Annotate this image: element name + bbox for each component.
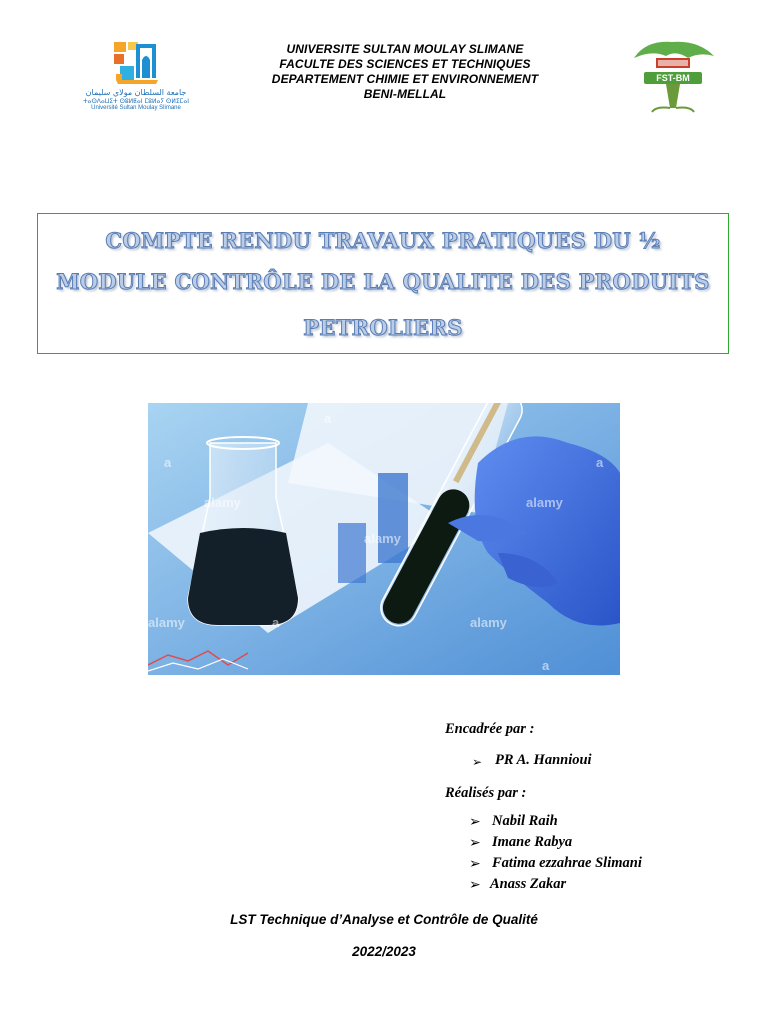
watermark-letter-2: a [324, 411, 332, 426]
lab-photo [148, 403, 620, 675]
usms-logo-french: Université Sultan Moulay Slimane [91, 105, 181, 111]
bullet-arrow-icon: ➢ [469, 856, 481, 872]
fst-bm-logo-label: FST-BM [656, 73, 690, 83]
report-title-box [37, 213, 729, 354]
department-name: DEPARTEMENT CHIMIE ET ENVIRONNEMENT [271, 72, 539, 86]
author-name: Fatima ezzahrae Slimani [492, 855, 642, 871]
author-name: Nabil Raih [492, 813, 558, 829]
authors-heading: Réalisés par : [445, 785, 527, 801]
faculty-name: FACULTE DES SCIENCES ET TECHNIQUES [279, 57, 531, 71]
city-name: BENI-MELLAL [363, 87, 447, 101]
institution-header [200, 42, 610, 102]
supervisor-name: PR A. Hannioui [495, 752, 592, 768]
report-title-line-2: MODULE CONTRÔLE DE LA QUALITE DES PRODUITS [56, 269, 710, 294]
bullet-arrow-icon: ➢ [469, 877, 481, 893]
program-name: LST Technique d’Analyse et Contrôle de Qualité [230, 912, 538, 927]
watermark-2: alamy [364, 531, 401, 546]
usms-logo [76, 38, 196, 114]
university-name: UNIVERSITE SULTAN MOULAY SLIMANE [286, 42, 524, 56]
watermark-letter-3: a [272, 615, 280, 630]
fst-bm-logo [626, 36, 720, 116]
supervisor-heading: Encadrée par : [445, 721, 535, 737]
watermark-4: alamy [148, 615, 185, 630]
report-title-line-3: PETROLIERS [303, 315, 463, 340]
usms-logo-arabic: جامعة السلطان مولاي سليمان [85, 88, 187, 97]
bullet-arrow-icon: ➢ [469, 814, 481, 830]
bullet-arrow-icon: ➢ [472, 755, 483, 769]
report-title-line-1: COMPTE RENDU TRAVAUX PRATIQUES DU ½ [105, 228, 661, 253]
author-name: Imane Rabya [492, 834, 573, 850]
academic-year: 2022/2023 [352, 944, 416, 959]
watermark-letter-1: a [164, 455, 172, 470]
watermark-3: alamy [526, 495, 563, 510]
usms-logo-tifinagh: ⵜⴰⵙⴷⴰⵡⵉⵜ ⵙⵓⵍⵟⴰⵏ ⵎⵓⵍⴰⵢ ⵙⵍⵉⵎⴰⵏ [82, 98, 190, 105]
watermark-1: alamy [204, 495, 241, 510]
watermark-letter-4: a [596, 455, 604, 470]
bullet-arrow-icon: ➢ [469, 835, 481, 851]
watermark-5: alamy [470, 615, 507, 630]
author-name: Anass Zakar [490, 876, 567, 892]
watermark-letter-5: a [542, 658, 550, 673]
